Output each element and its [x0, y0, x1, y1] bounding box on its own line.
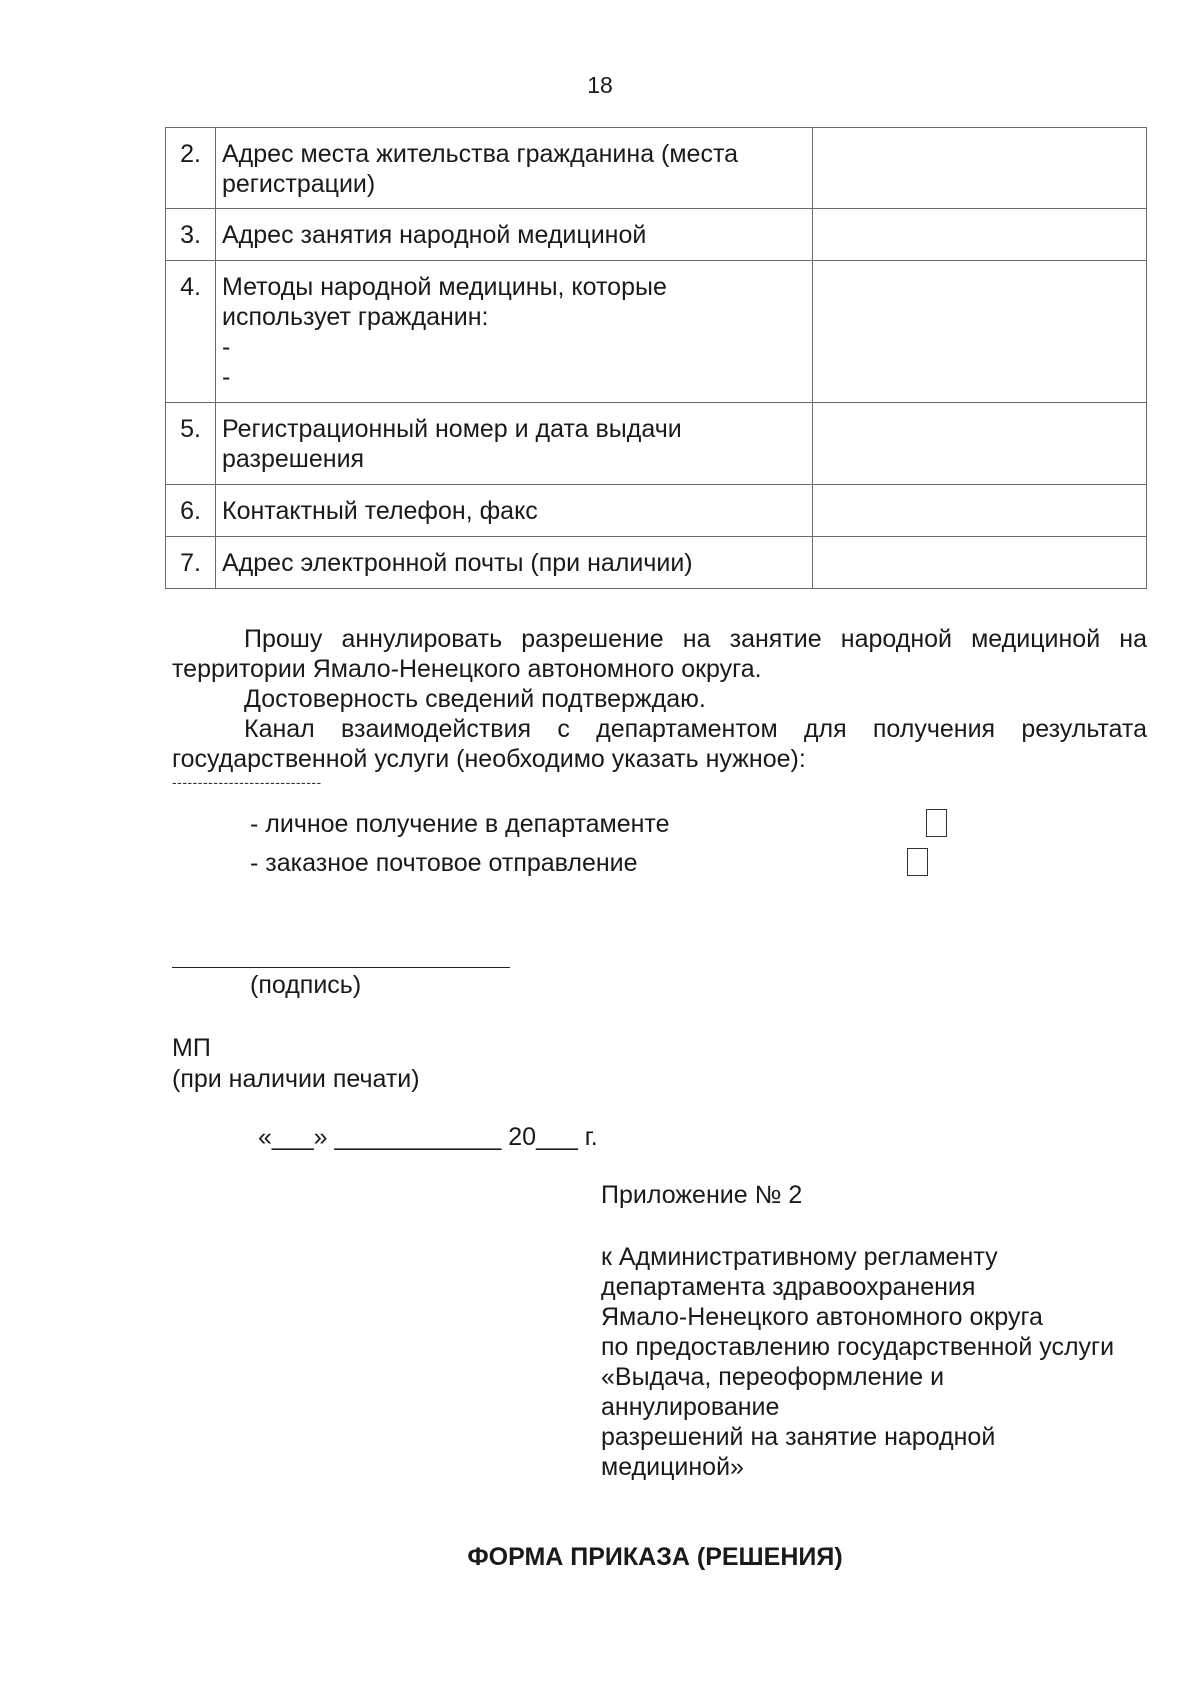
stamp-block	[172, 1033, 420, 1095]
row-number: 4.	[166, 261, 216, 403]
row-label-line: -	[222, 363, 231, 391]
table-row	[166, 128, 1147, 209]
table-row	[166, 403, 1147, 485]
row-value	[813, 485, 1147, 537]
channel-line: Канал взаимодействия с департаментом для получения результата	[244, 715, 1147, 743]
option-mail-checkbox[interactable]	[907, 848, 928, 876]
row-value	[813, 128, 1147, 209]
row-number: 2.	[166, 128, 216, 209]
table-row	[166, 261, 1147, 403]
appendix-line: к Административному регламенту	[601, 1243, 998, 1271]
dashed-separator: -----------------------------	[172, 774, 322, 790]
row-label	[216, 485, 813, 537]
appendix-line: по предоставлению государственной услуги	[601, 1333, 1115, 1361]
option-mail-label: - заказное почтовое отправление	[250, 849, 638, 877]
row-label-line: использует гражданин:	[222, 303, 489, 331]
appendix-line: департамента здравоохранения	[601, 1273, 976, 1301]
appendix-line: аннулирование	[601, 1393, 780, 1421]
row-number: 7.	[166, 537, 216, 589]
row-value	[813, 209, 1147, 261]
row-value	[813, 537, 1147, 589]
table-row	[166, 537, 1147, 589]
row-number: 6.	[166, 485, 216, 537]
row-label	[216, 261, 813, 403]
confirm-text: Достоверность сведений подтверждаю.	[244, 685, 706, 713]
row-label-line: Контактный телефон, факс	[222, 497, 538, 525]
row-label-line: Методы народной медицины, которые	[222, 273, 667, 301]
appendix-line: Ямало-Ненецкого автономного округа	[601, 1303, 1043, 1331]
signature-caption: (подпись)	[250, 971, 362, 999]
request-line: Прошу аннулировать разрешение на занятие народной медициной на	[244, 625, 1147, 653]
row-label-line: разрешения	[222, 445, 365, 473]
row-number: 5.	[166, 403, 216, 485]
row-value	[813, 261, 1147, 403]
row-label	[216, 209, 813, 261]
channel-line: государственной услуги (необходимо указать нужное):	[172, 745, 806, 773]
row-label	[216, 403, 813, 485]
row-label	[216, 537, 813, 589]
page-number: 18	[587, 72, 613, 98]
appendix-reference	[601, 1242, 1114, 1482]
request-line: территории Ямало-Ненецкого автономного округа.	[172, 655, 762, 683]
stamp-label: МП	[172, 1034, 211, 1062]
row-label-line: Адрес места жительства гражданина (места	[222, 140, 739, 168]
table-row	[166, 485, 1147, 537]
appendix-line: медициной»	[601, 1453, 744, 1481]
applicant-info-table	[165, 127, 1147, 589]
table-row	[166, 209, 1147, 261]
row-label-line: регистрации)	[222, 170, 376, 198]
row-number: 3.	[166, 209, 216, 261]
request-paragraph	[172, 624, 1147, 774]
row-label-line: Адрес электронной почты (при наличии)	[222, 549, 693, 577]
row-label	[216, 128, 813, 209]
option-personal-label: - личное получение в департаменте	[250, 810, 670, 838]
appendix-line: «Выдача, переоформление и	[601, 1363, 945, 1391]
form-title: ФОРМА ПРИКАЗА (РЕШЕНИЯ)	[467, 1543, 843, 1571]
row-value	[813, 403, 1147, 485]
row-label-line: Адрес занятия народной медициной	[222, 221, 647, 249]
row-label-line: Регистрационный номер и дата выдачи	[222, 415, 682, 443]
appendix-title: Приложение № 2	[601, 1181, 803, 1209]
signature-line	[172, 967, 510, 968]
date-line: «___» ____________ 20___ г.	[258, 1123, 598, 1151]
stamp-note: (при наличии печати)	[172, 1065, 420, 1093]
appendix-line: разрешений на занятие народной	[601, 1423, 996, 1451]
row-label-line: -	[222, 333, 231, 361]
option-personal-checkbox[interactable]	[926, 809, 947, 837]
